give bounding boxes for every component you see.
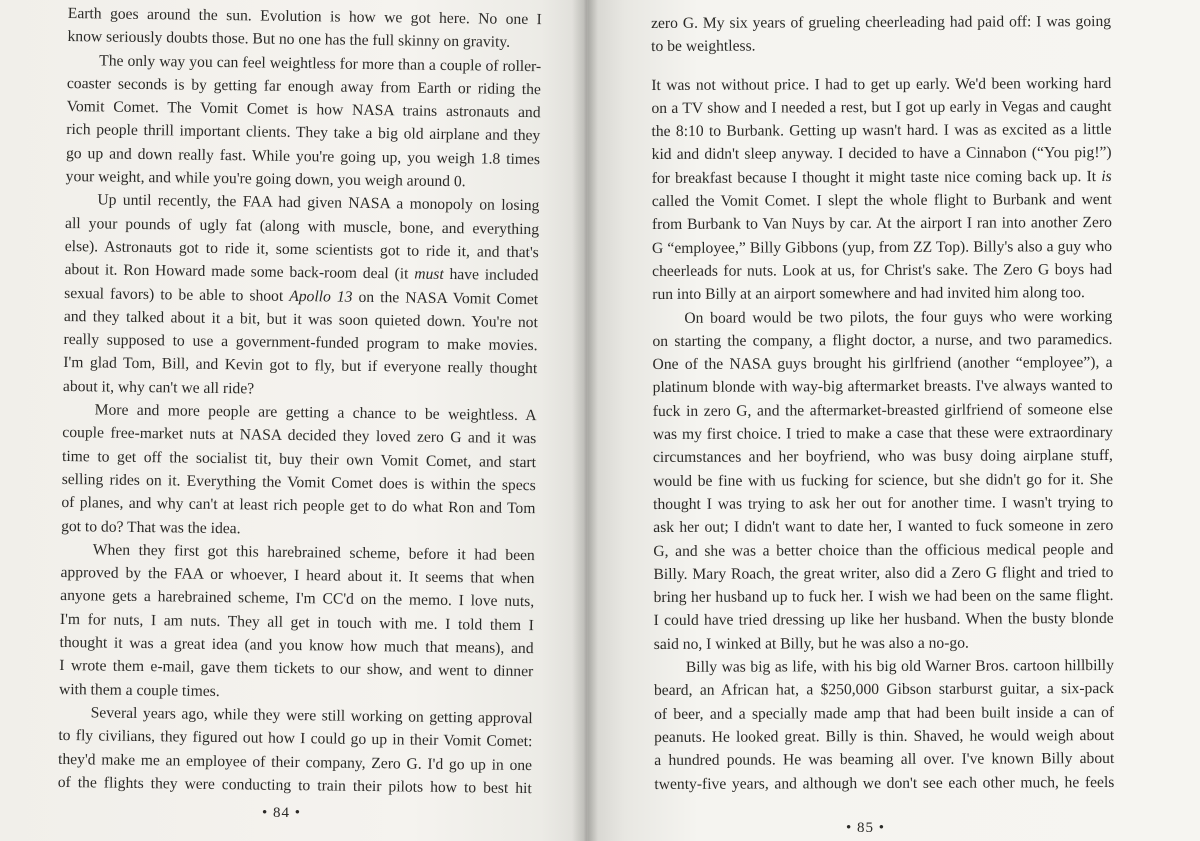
- text-line: On board would be two pilots, the four guys who were working: [684, 307, 1113, 327]
- text-line: with them a couple times.: [58, 680, 220, 700]
- text-line: kid and didn't sleep anyway. I decided to have a Cinnabon (“You pig!”): [651, 144, 1112, 164]
- text-line: Several years ago, while they were still working on getting approval: [90, 704, 533, 728]
- text-line: on a TV show and I needed a rest, but I got up early in Vegas and caught: [651, 97, 1112, 117]
- text-line: fuck in zero G, and the aftermarket-breasted girlfriend of someone else: [652, 400, 1113, 420]
- text-line: couple free-market nuts at NASA decided they loved zero G and it was: [62, 424, 537, 448]
- text-line: I could have tried dressing up like her husband. When the busty blonde: [653, 610, 1114, 630]
- text-line: I wrote them e-mail, gave them tickets to our show, and went to dinner: [59, 657, 534, 681]
- text-line: It was not without price. I had to get up early. We'd been working hard: [651, 74, 1112, 94]
- text-line: Up until recently, the FAA had given NASA a monopoly on losing: [97, 191, 540, 215]
- text-line: platinum blonde with way-big aftermarket breasts. I've always wanted to: [652, 377, 1113, 397]
- text-line: to be weightless.: [651, 37, 756, 56]
- text-line: sexual favors) to be able to shoot Apollo 13 on the NASA Vomit Comet: [64, 284, 539, 308]
- text-line: ask her out; I didn't want to date her, I wanted to fuck someone in zero: [653, 517, 1114, 537]
- left-page-text: [58, 2, 542, 800]
- text-line: go up and down really fast. While you're going up, you weigh 1.8 times: [65, 144, 541, 168]
- text-line: thought I was trying to ask her out for another time. I wasn't trying to: [653, 493, 1114, 513]
- text-line: and they talked about it a bit, but it was soon quieted down. You're not: [63, 307, 538, 332]
- text-line: circumstances and her boyfriend, who was busy doing airplane stuff,: [652, 447, 1113, 467]
- text-line: about it, why can't we all ride?: [62, 377, 255, 398]
- text-line: Earth goes around the sun. Evolution is how we got here. No one I: [67, 4, 542, 29]
- text-line: your weight, and while you're going down, you weigh around 0.: [65, 168, 466, 191]
- text-line: know seriously doubts those. But no one has the full skinny on gravity.: [67, 28, 511, 52]
- text-line: Vomit Comet. The Vomit Comet is how NASA trains astronauts and: [66, 98, 541, 122]
- text-line: approved by the FAA or whoever, I heard about it. It seems that when: [60, 564, 535, 588]
- right-page: [588, 0, 1200, 841]
- text-line: said no, I winked at Billy, but he was also a no-go.: [653, 634, 969, 653]
- text-line: coaster seconds is by getting far enough away from Earth or riding the: [66, 74, 542, 99]
- text-line: the 8:10 to Burbank. Getting up wasn't hard. I was as excited as a little: [651, 121, 1112, 141]
- text-line: Billy. Mary Roach, the great writer, also did a Zero G flight and tried to: [653, 563, 1114, 583]
- text-line: zero G. My six years of grueling cheerleading had paid off: I was going: [651, 12, 1112, 32]
- text-line: peanuts. He looked great. Billy is thin. Shaved, he would weigh about: [654, 726, 1115, 746]
- text-line: cheerleads for nuts. Look at us, for Christ's sake. The Zero G boys had: [652, 260, 1113, 280]
- text-line: was my first choice. I tried to make a case that these were extraordinary: [652, 424, 1113, 444]
- text-line: else). Astronauts got to ride it, some scientists got to ride it, and that's: [64, 237, 539, 262]
- text-line: thought it was a great idea (and you know how much that means), and: [59, 633, 534, 658]
- text-line: of planes, and why can't at least rich people get to do what Ron and Tom: [61, 494, 536, 518]
- text-line: selling rides on it. Everything the Vomit Comet does is within the specs: [61, 470, 536, 495]
- text-line: The only way you can feel weightless for more than a couple of roller-: [99, 52, 542, 75]
- text-line: a hundred pounds. He was beaming all over. I've known Billy about: [654, 750, 1115, 770]
- text-line: I'm glad Tom, Bill, and Kevin got to fly, but if everyone really thought: [63, 354, 538, 378]
- text-line: got to do? That was the idea.: [61, 517, 241, 537]
- page-number-left: • 84 •: [262, 805, 302, 821]
- text-line: bring her husband up to fuck her. I wish we had been on the same flight.: [653, 587, 1114, 607]
- text-line: G “employee,” Billy Gibbons (yup, from ZZ Top). Billy's also a guy who: [651, 237, 1113, 257]
- left-page: [0, 0, 588, 841]
- text-line: on starting the company, a flight doctor, a nurse, and two paramedics.: [652, 330, 1113, 350]
- text-line: beard, an African hat, a $250,000 Gibson starburst guitar, a six-pack: [653, 680, 1114, 700]
- text-line: G, and she was a better choice than the officious medical people and: [653, 540, 1114, 560]
- text-line: would be fine with us fucking for science, but she didn't go for it. She: [653, 470, 1114, 490]
- text-line: they'd make me an employee of their company, Zero G. I'd go up in one: [57, 750, 533, 774]
- text-line: really supposed to use a government-funded program to make movies.: [63, 331, 538, 355]
- emphasis: is: [1096, 167, 1112, 185]
- right-page-text: [651, 10, 1114, 796]
- emphasis: Apollo 13: [289, 287, 353, 306]
- text-line: for breakfast because I thought it might taste nice coming back up. It is: [651, 167, 1112, 187]
- text-line: anyone gets a harebrained scheme, I'm CC'd on the memo. I love nuts,: [60, 587, 535, 611]
- text-line: time to get off the socialist tit, buy their own Vomit Comet, and start: [61, 447, 537, 471]
- text-line: run into Billy at an airport somewhere and had invited him along too.: [652, 284, 1085, 304]
- text-line: One of the NASA guys brought his girlfriend (another “employee”), a: [652, 354, 1113, 374]
- text-line: rich people thrill important clients. They take a big old airplane and they: [66, 121, 541, 145]
- text-line: all your pounds of ugly fat (along with muscle, bone, and everything: [64, 214, 540, 238]
- text-line: called the Vomit Comet. I slept the whole flight to Burbank and went: [651, 191, 1112, 211]
- text-line: of beer, and a specially made amp that had been built inside a can of: [654, 703, 1115, 723]
- text-line: twenty-five years, and although we don't see each other much, he feels: [654, 773, 1115, 793]
- text-line: I'm for nuts, I am nuts. They all get in touch with me. I told them I: [59, 610, 534, 634]
- text-line: More and more people are getting a chance to be weightless. A: [94, 401, 537, 425]
- page-number-right: • 85 •: [846, 820, 886, 836]
- text-line: about it. Ron Howard made some back-room deal (it must have included: [64, 261, 539, 285]
- text-line: of the flights they were conducting to train their pilots how to best hit: [57, 773, 532, 797]
- text-line: When they first got this harebrained scheme, before it had been: [92, 541, 535, 564]
- text-line: from Burbank to Van Nuys by car. At the airport I ran into another Zero: [651, 214, 1112, 234]
- text-line: Billy was big as life, with his big old Warner Bros. cartoon hillbilly: [685, 657, 1114, 676]
- text-line: to fly civilians, they figured out how I could go up in their Vomit Comet:: [58, 727, 533, 751]
- emphasis: must: [414, 265, 444, 284]
